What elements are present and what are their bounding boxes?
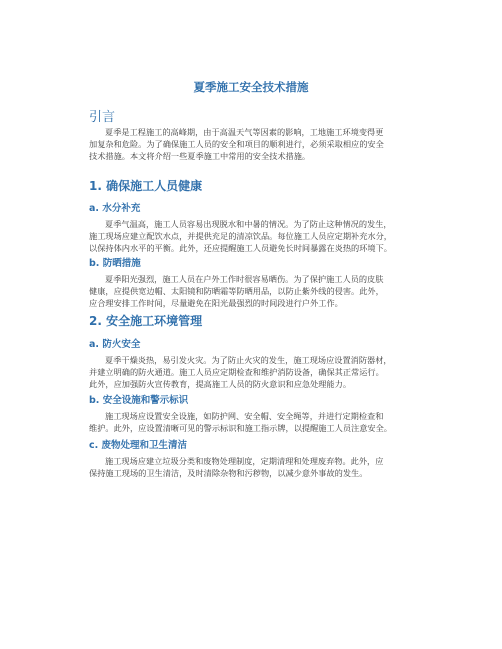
section1-sub-a-line-2: 施工现场应建立配饮水点，并提供充足的清凉饮品。每位施工人员应定期补充水分， — [89, 231, 392, 241]
section1-sub-b-line-1: 夏季阳光强烈，施工人员在户外工作时很容易晒伤。为了保护施工人员的皮肤 — [105, 274, 384, 284]
section2-sub-b-heading: b. 安全设施和警示标识 — [89, 395, 189, 406]
section1-sub-b-paragraph — [89, 273, 429, 309]
intro-line-3: 技术措施。本文将介绍一些夏季施工中常用的安全技术措施。 — [89, 151, 311, 161]
section1-heading: 1. 确保施工人员健康 — [89, 179, 203, 193]
section2-sub-c-heading: c. 废物处理和卫生清洁 — [89, 440, 188, 451]
section2-sub-a-line-2: 并建立明确的防火通道。施工人员应定期检查和维护消防设备，确保其正常运行。 — [89, 367, 384, 377]
intro-line-2: 加复杂和危险。为了确保施工人员的安全和项目的顺利进行，必须采取相应的安全 — [89, 139, 384, 149]
intro-heading: 引言 — [89, 110, 116, 125]
section1-sub-a-line-3: 以保持体内水平的平衡。此外，还应提醒施工人员避免长时间暴露在炎热的环境下。 — [89, 243, 392, 253]
section1-sub-a-heading: a. 水分补充 — [89, 203, 141, 214]
section2-sub-a-line-3: 此外，应加强防火宣传教育，提高施工人员的防火意识和应急处理能力。 — [89, 379, 352, 389]
section2-sub-c-line-1: 施工现场应建立垃圾分类和废物处理制度，定期清理和处理废弃物。此外，应 — [105, 456, 384, 466]
section2-sub-b-paragraph — [89, 410, 429, 434]
section2-sub-b-line-2: 维护。此外，应设置清晰可见的警示标识和施工指示牌，以提醒施工人员注意安全。 — [89, 423, 392, 433]
section1-sub-b-line-2: 健康，应提供宽边帽、太阳镜和防晒霜等防晒用品，以防止紫外线的侵害。此外， — [89, 286, 384, 296]
section2-heading: 2. 安全施工环境管理 — [89, 314, 203, 328]
section2-sub-b-line-1: 施工现场应设置安全设施，如防护网、安全帽、安全绳等，并进行定期检查和 — [105, 411, 384, 421]
intro-line-1: 夏季是工程施工的高峰期，由于高温天气等因素的影响，工地施工环境变得更 — [105, 127, 384, 137]
section2-sub-a-line-1: 夏季干燥炎热，易引发火灾。为了防止火灾的发生，施工现场应设置消防器材， — [105, 355, 392, 365]
section1-sub-b-line-3: 应合理安排工作时间，尽量避免在阳光最强烈的时间段进行户外工作。 — [89, 298, 343, 308]
section1-sub-a-line-1: 夏季气温高，施工人员容易出现脱水和中暑的情况。为了防止这种情况的发生， — [105, 219, 392, 229]
section1-sub-a-paragraph — [89, 218, 429, 254]
document-title: 夏季施工安全技术措施 — [193, 80, 309, 94]
section2-sub-c-paragraph — [89, 455, 429, 479]
section2-sub-a-heading: a. 防火安全 — [89, 339, 141, 350]
section2-sub-c-line-2: 保持施工现场的卫生清洁，及时清除杂物和污秽物，以减少意外事故的发生。 — [89, 468, 368, 478]
section1-sub-b-heading: b. 防晒措施 — [89, 258, 141, 269]
section2-sub-a-paragraph — [89, 354, 429, 390]
intro-paragraph — [89, 126, 429, 162]
